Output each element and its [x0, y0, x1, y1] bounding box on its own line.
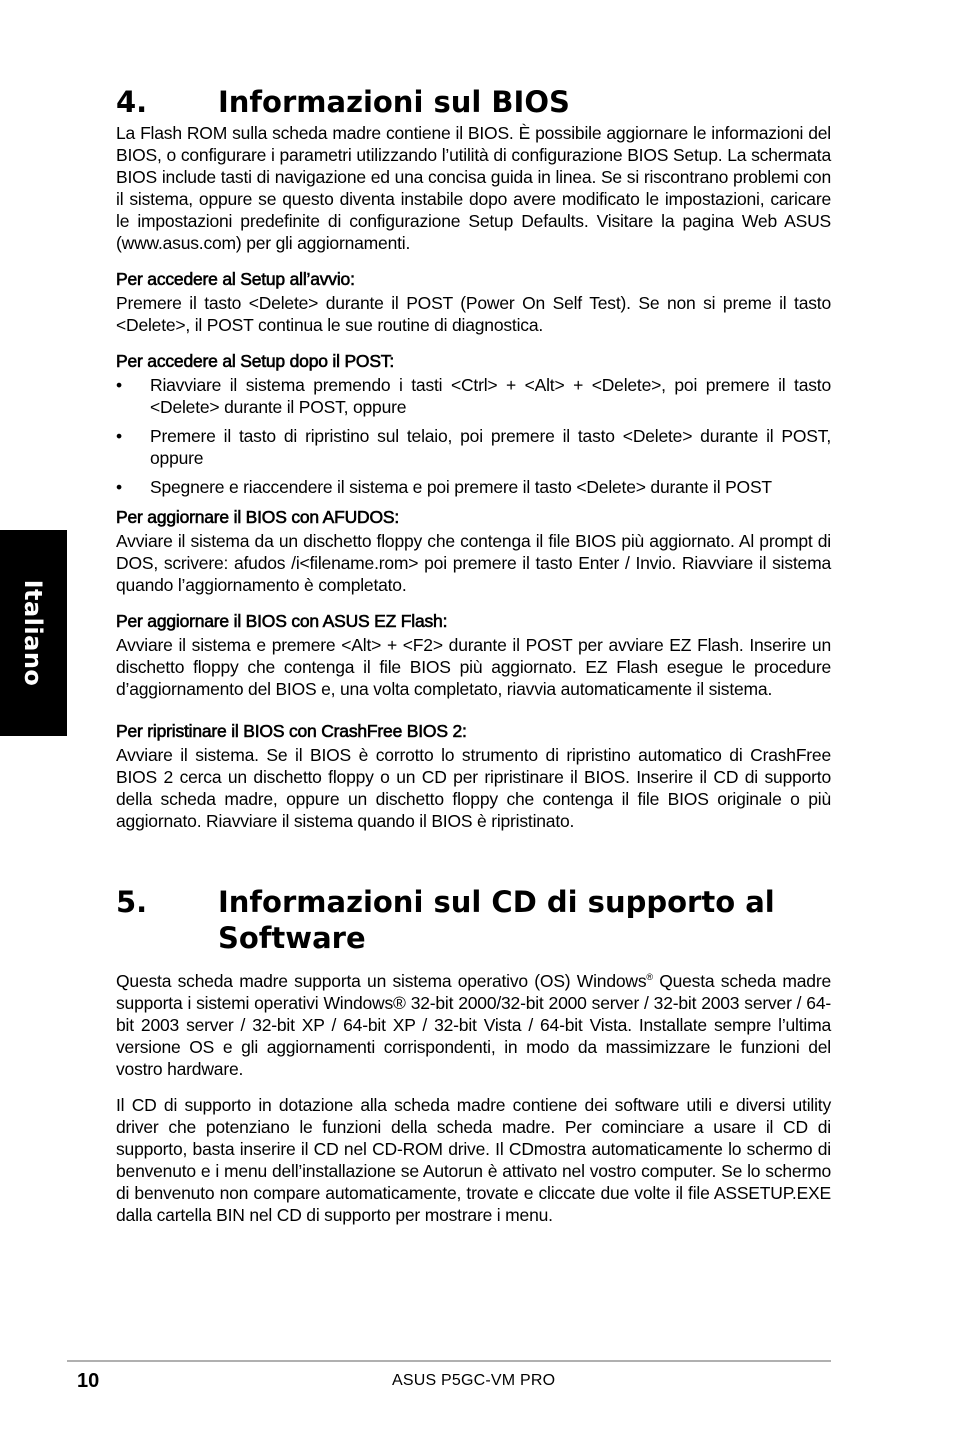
section-intro: La Flash ROM sulla scheda madre contiene il BIOS. È possibile aggiornare le informazioni del BIOS, o configurare i parametri utilizzando l’utilità di configurazione BIOS Setup. La schermata BIOS include tasti di navigazione ed una concisa guida in linea. Se si riscontrano problemi con il sistema, oppure se questo diventa instabile dopo avere modificato le impostazioni, caricare le impostazioni predefinite di configurazione Setup Defaults. Visitare la pagina Web ASUS (www.asus.com) per gli aggiornamenti. [116, 123, 831, 253]
section-heading [116, 884, 831, 956]
section-heading [116, 84, 831, 120]
subsection-heading-ez-flash: Per aggiornare il BIOS con ASUS EZ Flash: [116, 611, 448, 631]
list-item-text: Spegnere e riaccendere il sistema e poi premere il tasto <Delete> durante il POST [150, 477, 772, 497]
list-item [116, 374, 831, 418]
list-item-text: Premere il tasto di ripristino sul telaio, poi premere il tasto <Delete> durante il POST, oppure [150, 426, 831, 468]
section-number: 5. [116, 885, 148, 919]
bullet-list [116, 374, 831, 498]
registered-mark: ® [646, 972, 653, 983]
page-number: 10 [77, 1370, 100, 1392]
section-number: 4. [116, 85, 148, 119]
document-name: ASUS P5GC-VM PRO [392, 1372, 556, 1389]
language-tab-label: Italiano [19, 579, 47, 687]
bullet-marker: • [116, 477, 122, 497]
subsection-heading-setup-after-post: Per accedere al Setup dopo il POST: [116, 351, 395, 371]
section-title: Informazioni sul BIOS [218, 85, 570, 119]
section-bios [116, 84, 831, 832]
subsection-heading-setup-boot: Per accedere al Setup all’avvio: [116, 269, 355, 289]
subsection-heading-afudos: Per aggiornare il BIOS con AFUDOS: [116, 507, 400, 527]
subsection-text-ez-flash: Avviare il sistema e premere <Alt> + <F2> durante il POST per avviare EZ Flash. Inserire un dischetto floppy che contenga il file BIOS più aggiornato. EZ Flash esegue le procedure d’aggiornamento del BIOS e, una volta completato, riavvia automaticamente il sistema. [116, 635, 831, 699]
subsection-text-crashfree: Avviare il sistema. Se il BIOS è corrotto lo strumento di ripristino automatico di CrashFree BIOS 2 cerca un dischetto floppy o un CD per ripristinare il BIOS. Inserire il CD di supporto della scheda madre, oppure un dischetto floppy che contenga il file BIOS originale o più aggiornato. Riavviare il sistema quando il BIOS è ripristinato. [116, 745, 831, 831]
paragraph-text: Questa scheda madre supporta un sistema operativo (OS) Windows [116, 971, 647, 991]
bullet-marker: • [116, 426, 122, 446]
subsection-heading-crashfree: Per ripristinare il BIOS con CrashFree BIOS 2: [116, 721, 467, 741]
section-support-cd [116, 884, 831, 1226]
footer-divider [67, 1360, 831, 1362]
support-cd-paragraph-os [116, 970, 831, 1080]
list-item [116, 476, 831, 498]
language-side-tab [0, 530, 67, 736]
subsection-text-afudos: Avviare il sistema da un dischetto floppy che contenga il file BIOS più aggiornato. Al prompt di DOS, scrivere: afudos /i<filename.rom> poi premere il tasto Enter / Invio. Riavviare il sistema quando l’aggiornamento è completato. [116, 531, 831, 595]
list-item-text: Riavviare il sistema premendo i tasti <Ctrl> + <Alt> + <Delete>, poi premere il tasto <Delete> durante il POST, oppure [150, 375, 831, 417]
support-cd-paragraph-usage: Il CD di supporto in dotazione alla scheda madre contiene dei software utili e diversi utility driver che potenziano le funzioni della scheda madre. Per cominciare a usare il CD di supporto, basta inserire il CD nel CD-ROM drive. Il CDmostra automaticamente lo schermo di benvenuto e i menu dell’installazione se Autorun è attivato nel vostro computer. Se lo schermo di benvenuto non compare automaticamente, trovate e cliccate due volte il file ASSETUP.EXE dalla cartella BIN nel CD di supporto per mostrare i menu. [116, 1095, 831, 1225]
section-title: Informazioni sul CD di supporto al Software [218, 885, 775, 955]
paragraph-text: Questa scheda madre supporta i sistemi operativi Windows® 32-bit 2000/32-bit 2000 server / 32-bit 2003 server / 64-bit 2003 server / 32-bit XP / 64-bit XP / 32-bit Vista / 64-bit Vista. Installate sempre l’ultima versione OS e gli aggiornamenti corrispondenti, in modo da massimizzare le funzioni del vostro hardware. [116, 971, 831, 1079]
page-content [116, 84, 831, 1226]
subsection-text-setup-boot: Premere il tasto <Delete> durante il POST (Power On Self Test). Se non si preme il tasto <Delete>, il POST continua le sue routine di diagnostica. [116, 293, 831, 335]
bullet-marker: • [116, 375, 122, 395]
list-item [116, 425, 831, 469]
